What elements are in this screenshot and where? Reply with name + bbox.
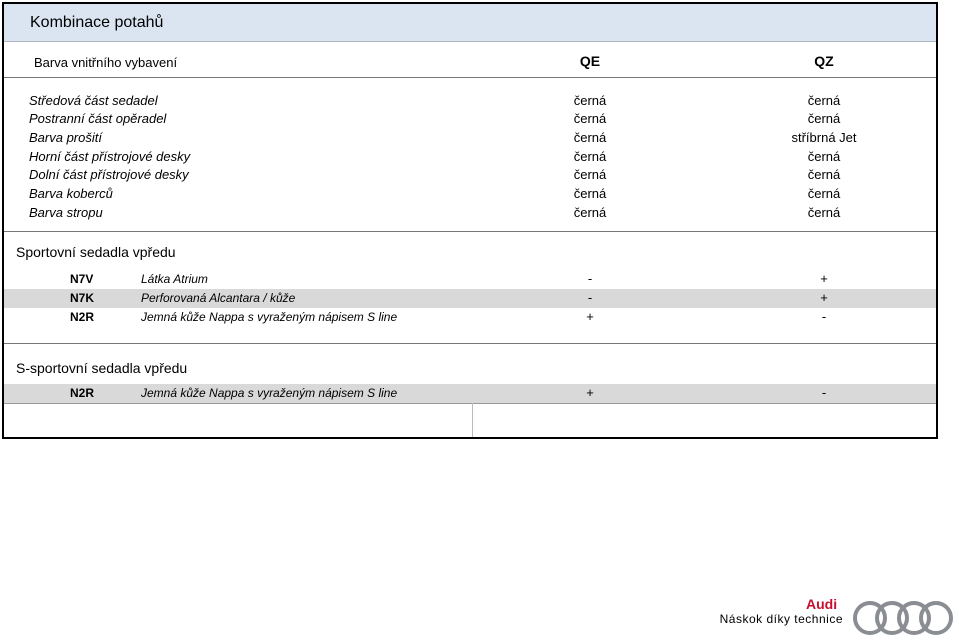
header-divider bbox=[4, 77, 936, 78]
equipment-table bbox=[2, 2, 938, 439]
color-row-qz: černá bbox=[807, 93, 841, 108]
color-row-qe: černá bbox=[573, 186, 607, 201]
option-qe-mark: + bbox=[586, 309, 594, 324]
column-header-qe: QE bbox=[579, 53, 601, 69]
brand-slogan: Náskok díky technice bbox=[719, 612, 843, 626]
option-qz-mark: + bbox=[820, 290, 828, 305]
column-header-qz: QZ bbox=[814, 53, 834, 69]
table-row bbox=[4, 384, 936, 403]
option-description: Látka Atrium bbox=[141, 272, 208, 286]
color-row-qe: černá bbox=[573, 111, 607, 126]
color-row-qz: černá bbox=[807, 167, 841, 182]
color-row-label: Barva prošití bbox=[29, 130, 102, 145]
color-row-qz: černá bbox=[807, 111, 841, 126]
option-description: Jemná kůže Nappa s vyraženým nápisem S line bbox=[141, 386, 398, 400]
option-qe-mark: - bbox=[587, 271, 593, 286]
page-title: Kombinace potahů bbox=[30, 14, 164, 31]
section-divider bbox=[4, 231, 936, 232]
table-row bbox=[4, 270, 936, 289]
table-row bbox=[4, 308, 936, 327]
color-row-qe: černá bbox=[573, 205, 607, 220]
option-qe-mark: - bbox=[587, 290, 593, 305]
option-code: N7V bbox=[70, 272, 94, 286]
color-row-label: Postranní část opěradel bbox=[29, 111, 167, 126]
color-row-qe: černá bbox=[573, 130, 607, 145]
section-title-sport-seats: Sportovní sedadla vpředu bbox=[16, 244, 176, 260]
color-row-qz: černá bbox=[807, 149, 841, 164]
option-code: N2R bbox=[70, 386, 95, 400]
option-qz-mark: + bbox=[820, 271, 828, 286]
option-qz-mark: - bbox=[821, 385, 827, 400]
option-description: Perforovaná Alcantara / kůže bbox=[141, 291, 296, 305]
interior-color-header: Barva vnitřního vybavení bbox=[34, 55, 178, 70]
option-qz-mark: - bbox=[821, 309, 827, 324]
color-row-qz: černá bbox=[807, 205, 841, 220]
color-row-label: Barva koberců bbox=[29, 186, 113, 201]
table-row bbox=[4, 289, 936, 308]
color-row-qz: stříbrná Jet bbox=[791, 130, 857, 145]
brand-name: Audi bbox=[806, 596, 838, 612]
option-description: Jemná kůže Nappa s vyraženým nápisem S line bbox=[141, 310, 398, 324]
option-code: N2R bbox=[70, 310, 95, 324]
section-title-s-sport-seats: S-sportovní sedadla vpředu bbox=[16, 360, 188, 376]
title-bar bbox=[4, 4, 936, 42]
section-divider bbox=[4, 343, 936, 344]
color-row-qe: černá bbox=[573, 93, 607, 108]
color-row-qe: černá bbox=[573, 167, 607, 182]
color-row-qe: černá bbox=[573, 149, 607, 164]
row-divider bbox=[4, 403, 936, 404]
color-row-label: Dolní část přístrojové desky bbox=[29, 167, 189, 182]
audi-rings-icon bbox=[851, 598, 955, 638]
color-row-label: Barva stropu bbox=[29, 205, 103, 220]
color-row-label: Středová část sedadel bbox=[29, 93, 158, 108]
option-qe-mark: + bbox=[586, 385, 594, 400]
option-code: N7K bbox=[70, 291, 95, 305]
column-divider bbox=[472, 403, 473, 437]
color-row-qz: černá bbox=[807, 186, 841, 201]
color-row-label: Horní část přístrojové desky bbox=[29, 149, 191, 164]
